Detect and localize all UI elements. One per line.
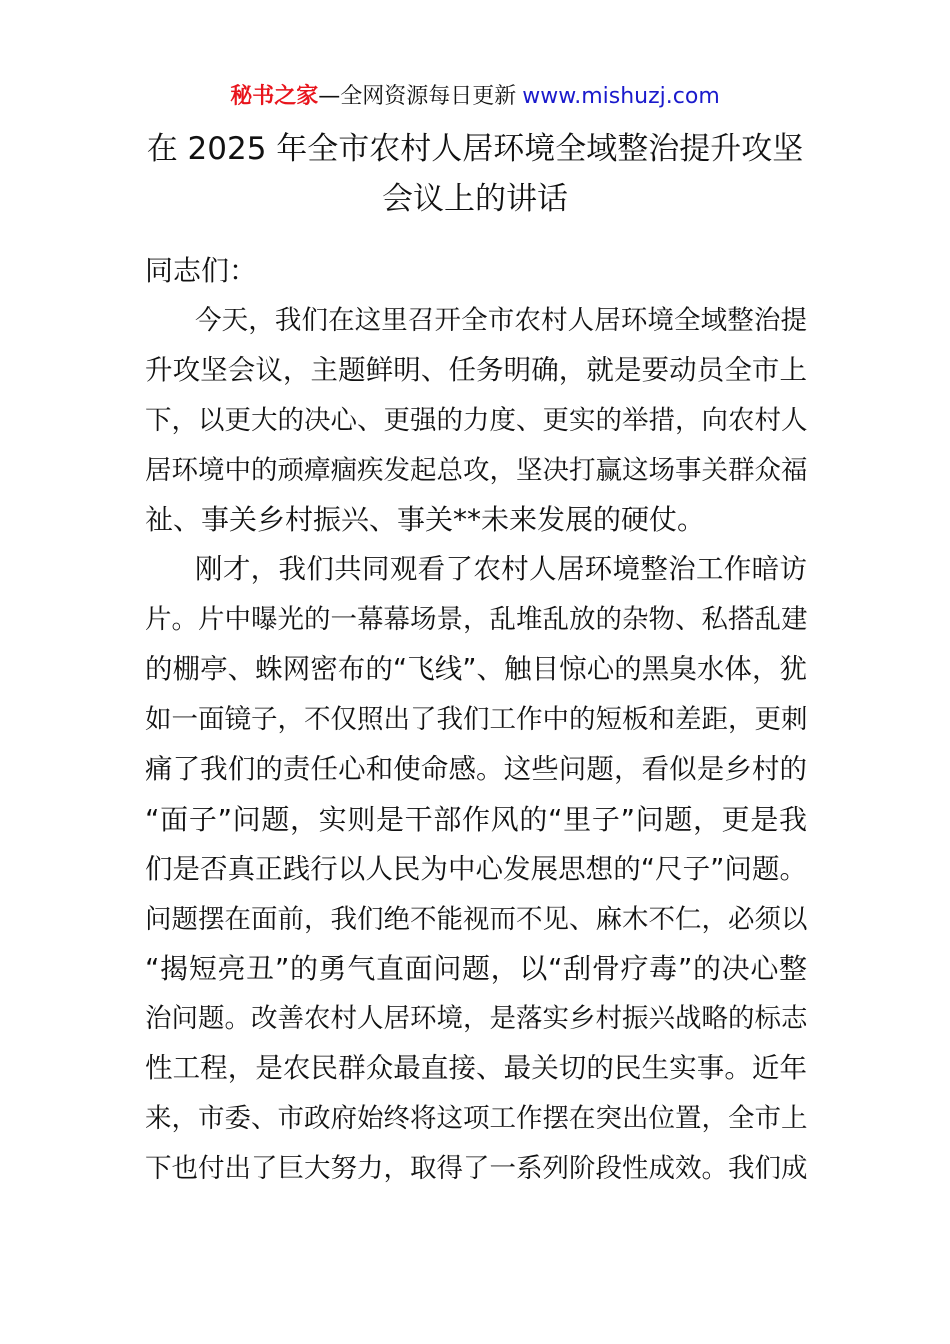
site-header: [0, 80, 950, 114]
site-tagline: —全网资源每日更新: [318, 84, 517, 109]
title-line: 在 2025 年全市农村人居环境全域整治提升攻坚: [146, 131, 804, 167]
paragraph-line: 们是否真正践行以人民为中心发展思想的“尺子”问题。: [145, 852, 807, 885]
salutation: 同志们：: [145, 254, 258, 287]
paragraph-line: 治问题。改善农村人居环境，是落实乡村振兴战略的标志: [145, 1003, 808, 1035]
paragraph-line: 问题摆在面前，我们绝不能视而不见、麻木不仁，必须以: [145, 903, 808, 935]
document-body: [145, 246, 807, 1194]
paragraph-line: 祉、事关乡村振兴、事关**未来发展的硬仗。: [145, 503, 706, 537]
paragraph-line: 下，以更大的决心、更强的力度、更实的举措，向农村人: [145, 404, 808, 436]
paragraph-line: “面子”问题，实则是干部作风的“里子”问题，更是我: [145, 802, 807, 836]
paragraph-line: 升攻坚会议，主题鲜明、任务明确，就是要动员全市上: [145, 353, 807, 386]
paragraph-line: 如一面镜子，不仅照出了我们工作中的短板和差距，更刺: [145, 704, 808, 736]
paragraph-line: 居环境中的顽瘴痼疾发起总攻，坚决打赢这场事关群众福: [145, 454, 808, 486]
site-brand: 秘书之家: [230, 84, 319, 109]
paragraph-line: 片。片中曝光的一幕幕场景，乱堆乱放的杂物、私搭乱建: [145, 604, 808, 636]
paragraph-line: 刚才，我们共同观看了农村人居环境整治工作暗访: [195, 553, 807, 586]
title-line: 会议上的讲话: [382, 181, 568, 217]
paragraph-line: 性工程，是农民群众最直接、最关切的民生实事。近年: [145, 1052, 807, 1085]
paragraph-line: 下也付出了巨大努力，取得了一系列阶段性成效。我们成: [145, 1153, 808, 1185]
paragraph: [145, 296, 807, 545]
document-title: [0, 124, 950, 224]
paragraph-line: 痛了我们的责任心和使命感。这些问题，看似是乡村的: [145, 752, 807, 785]
site-url-link[interactable]: www.mishuzj.com: [522, 84, 720, 109]
paragraph-line: 来，市委、市政府始终将这项工作摆在突出位置，全市上: [145, 1103, 808, 1135]
paragraph-line: 的棚亭、蛛网密布的“飞线”、触目惊心的黑臭水体，犹: [145, 653, 807, 686]
paragraph: [145, 545, 807, 1194]
paragraph-line: 今天，我们在这里召开全市农村人居环境全域整治提: [195, 304, 807, 336]
paragraph-line: “揭短亮丑”的勇气直面问题，以“刮骨疗毒”的决心整: [145, 952, 807, 986]
